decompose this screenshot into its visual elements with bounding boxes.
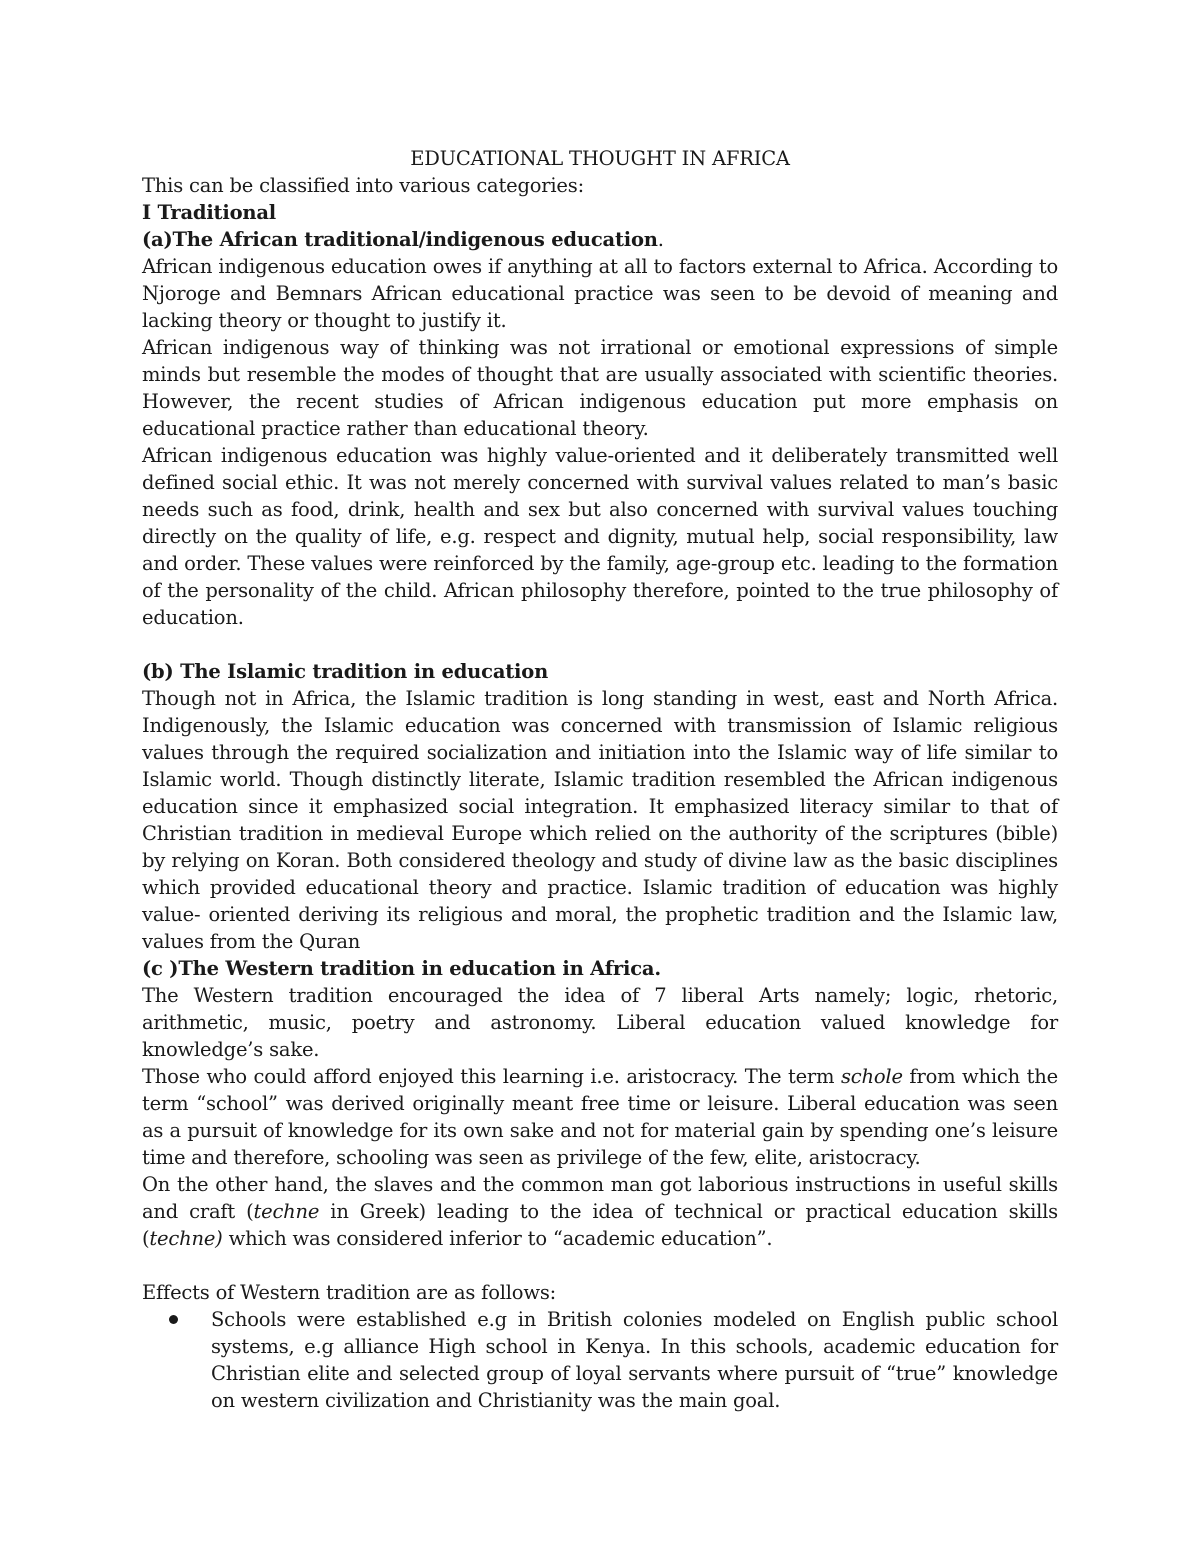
- section-heading-traditional: I Traditional: [142, 201, 276, 224]
- paragraph-c3-italic1: techne: [253, 1200, 320, 1223]
- spacer: [142, 1252, 1058, 1279]
- paragraph-c3: [142, 1171, 1058, 1252]
- paragraph-c3-part2: in Greek) leading to the idea of technical or practical education skills (: [142, 1200, 1058, 1250]
- subheading-a-tail: .: [657, 228, 664, 251]
- paragraph-c3-part1: On the other hand, the slaves and the common man got laborious instructions in useful skills and craft (: [142, 1173, 1058, 1223]
- subheading-a-text: (a)The African traditional/indigenous education: [142, 228, 658, 251]
- paragraph-c2-part2: from which the term “school” was derived originally meant free time or leisure. Liberal education was seen as a pursuit of knowledge for its own sake and not for material gain by spending one’s leisure time and therefore, schooling was seen as privilege of the few, elite, aristocracy.: [142, 1065, 1058, 1169]
- bullet-icon: [169, 1315, 178, 1324]
- paragraph-a2: African indigenous way of thinking was not irrational or emotional expressions of simple minds but resemble the modes of thought that are usually associated with scientific theories. However, the recent studies of African indigenous education put more emphasis on educational practice rather than educational theory.: [142, 336, 1058, 440]
- subheading-b: (b) The Islamic tradition in education: [142, 660, 549, 683]
- list-item: [211, 1306, 1058, 1414]
- paragraph-c2-part1: Those who could afford enjoyed this learning i.e. aristocracy. The term: [142, 1065, 841, 1088]
- paragraph-a1: African indigenous education owes if anything at all to factors external to Africa. According to Njoroge and Bemnars African educational practice was seen to be devoid of meaning and lacking theory or thought to justify it.: [142, 255, 1058, 332]
- list-item-text: Schools were established e.g in British colonies modeled on English public school systems, e.g alliance High school in Kenya. In this schools, academic education for Christian elite and selected group of loyal servants where pursuit of “true” knowledge on western civilization and Christianity was the main goal.: [211, 1308, 1058, 1412]
- subheading-c: (c )The Western tradition in education in Africa.: [142, 957, 661, 980]
- paragraph-a3: African indigenous education was highly value-oriented and it deliberately transmitted well defined social ethic. It was not merely concerned with survival values related to man’s basic needs such as food, drink, health and sex but also concerned with survival values touching directly on the quality of life, e.g. respect and dignity, mutual help, social responsibility, law and order. These values were reinforced by the family, age-group etc. leading to the formation of the personality of the child. African philosophy therefore, pointed to the true philosophy of education.: [142, 444, 1058, 629]
- paragraph-b1: Though not in Africa, the Islamic tradition is long standing in west, east and North Africa. Indigenously, the Islamic education was concerned with transmission of Islamic religious values through the required socialization and initiation into the Islamic way of life similar to Islamic world. Though distinctly literate, Islamic tradition resembled the African indigenous education since it emphasized social integration. It emphasized literacy similar to that of Christian tradition in medieval Europe which relied on the authority of the scriptures (bible) by relying on Koran. Both considered theology and study of divine law as the basic disciplines which provided educational theory and practice. Islamic tradition of education was highly value- oriented deriving its religious and moral, the prophetic tradition and the Islamic law, values from the Quran: [142, 687, 1058, 953]
- subheading-a: [142, 226, 1058, 253]
- document-page: [142, 145, 1058, 1414]
- document-title: EDUCATIONAL THOUGHT IN AFRICA: [410, 147, 790, 170]
- spacer: [142, 631, 1058, 658]
- intro-text: This can be classified into various categories:: [142, 174, 584, 197]
- effects-intro: Effects of Western tradition are as follows:: [142, 1281, 557, 1304]
- paragraph-c2: [142, 1063, 1058, 1171]
- paragraph-c2-italic: schole: [840, 1065, 903, 1088]
- paragraph-c1: The Western tradition encouraged the idea of 7 liberal Arts namely; logic, rhetoric, arithmetic, music, poetry and astronomy. Liberal education valued knowledge for knowledge’s sake.: [142, 984, 1058, 1061]
- effects-list: [142, 1306, 1058, 1414]
- paragraph-c3-part3: which was considered inferior to “academic education”.: [222, 1227, 773, 1250]
- paragraph-c3-italic2: techne): [149, 1227, 223, 1250]
